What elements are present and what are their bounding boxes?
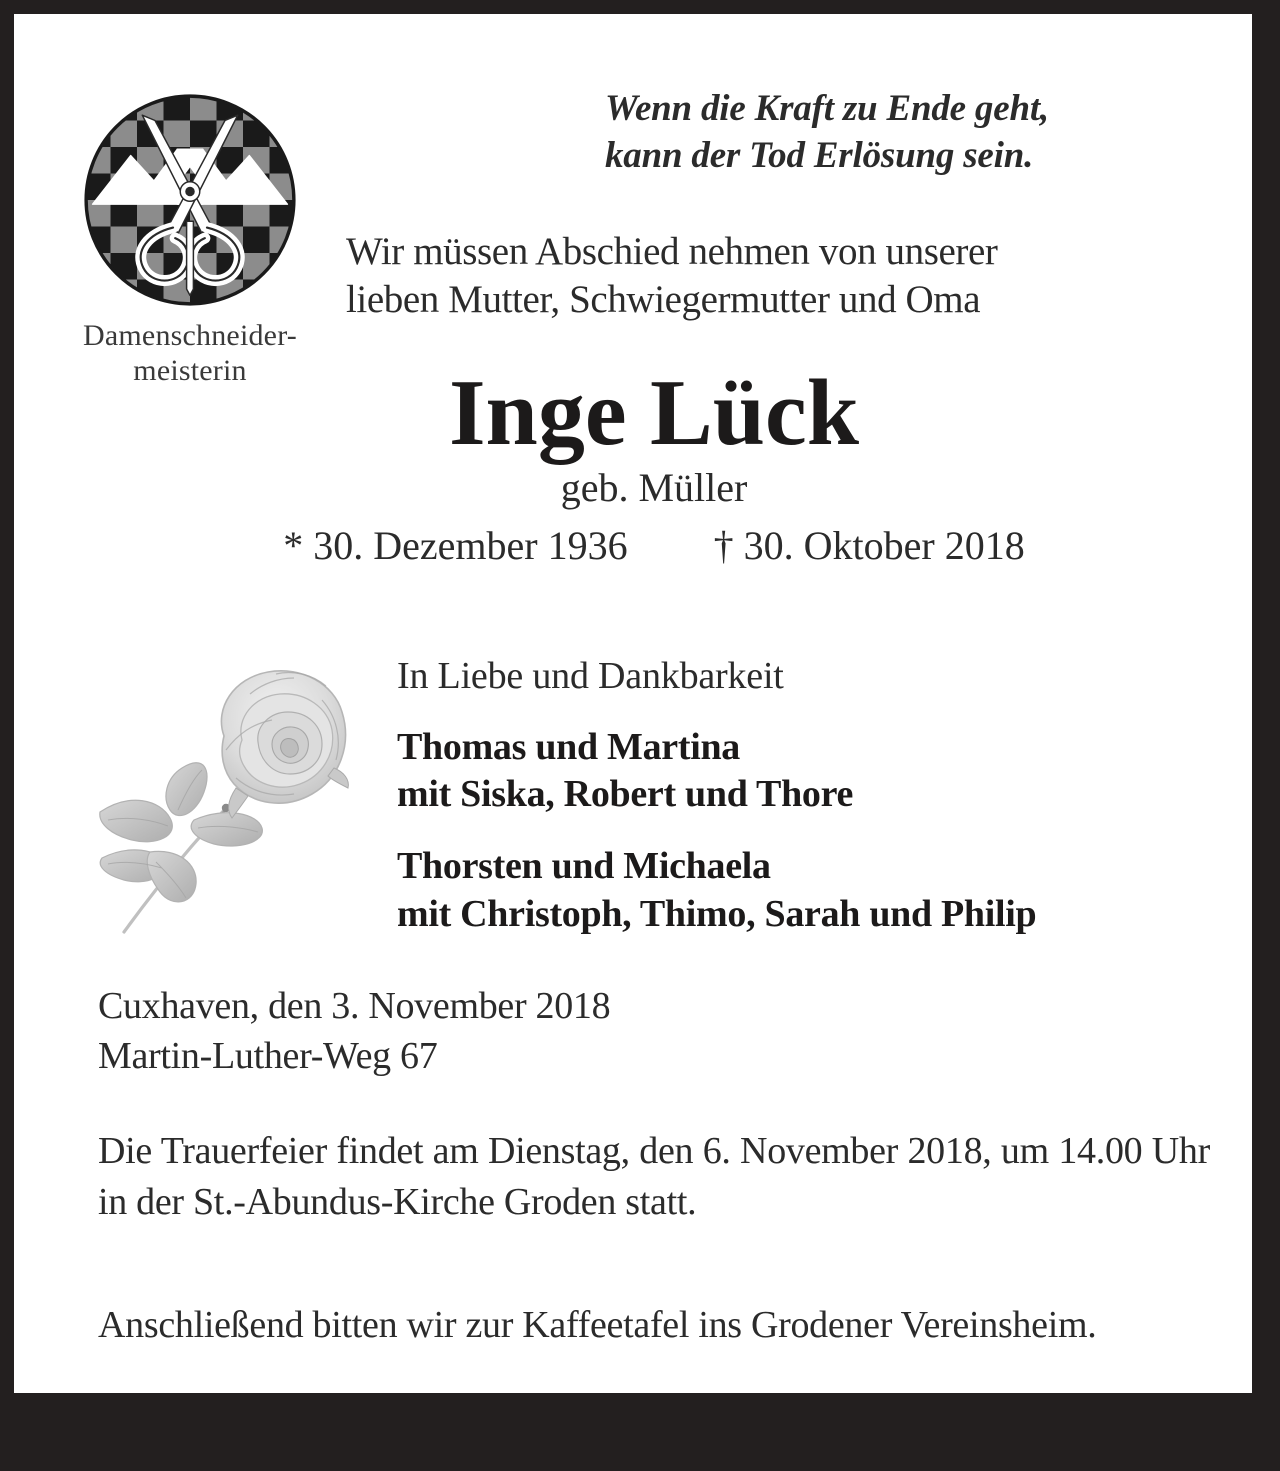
family-block [397, 654, 1227, 939]
lead-in-line1: Wir müssen Abschied nehmen von unserer [346, 230, 998, 273]
birth-symbol: * [283, 523, 304, 568]
rose-illustration [86, 650, 376, 940]
epigraph-line1: Wenn die Kraft zu Ende geht, [605, 88, 1049, 129]
profession-caption-line1: Damenschneider- [83, 319, 297, 352]
life-dates [194, 524, 1114, 568]
obituary-card [14, 14, 1252, 1393]
lead-in-line2: lieben Mutter, Schwiegermutter und Oma [346, 278, 981, 322]
deceased-name-block [194, 361, 1114, 568]
family-group-parents: Thomas und Martina [397, 725, 741, 768]
epigraph-line2: kann der Tod Erlösung sein. [605, 134, 1034, 176]
death-symbol: † [713, 523, 734, 568]
profession-caption-line2: meisterin [133, 354, 247, 388]
epigraph [605, 86, 1225, 179]
family-intro: In Liebe und Dankbarkeit [397, 655, 784, 697]
tailor-guild-scissors-emblem [84, 94, 296, 306]
city-and-date: Cuxhaven, den 3. November 2018 [98, 985, 611, 1027]
emblem-block [30, 94, 350, 389]
family-group [397, 843, 1227, 939]
reception-paragraph [98, 1300, 1210, 1351]
family-group [397, 724, 1227, 820]
deceased-name: Inge Lück [448, 361, 860, 465]
birth-date: 30. Dezember 1936 [313, 523, 628, 568]
family-group-children: mit Siska, Robert und Thore [397, 773, 854, 816]
lead-in-text [346, 228, 1226, 325]
family-group-parents: Thorsten und Michaela [397, 845, 771, 888]
funeral-service-text: Die Trauerfeier findet am Dienstag, den 6. November 2018, um 14.00 Uhr in der St.-Abundus-Kirche Groden statt. [98, 1130, 1210, 1223]
family-group-children: mit Christoph, Thimo, Sarah und Philip [397, 893, 1037, 936]
street-address: Martin-Luther-Weg 67 [98, 1034, 438, 1077]
reception-text: Anschließend bitten wir zur Kaffeetafel ins Grodener Vereinsheim. [98, 1304, 1097, 1346]
place-and-address [98, 982, 1208, 1082]
death-date: 30. Oktober 2018 [743, 523, 1025, 568]
deceased-maiden-name: geb. Müller [560, 465, 748, 510]
funeral-service-paragraph [98, 1126, 1210, 1228]
